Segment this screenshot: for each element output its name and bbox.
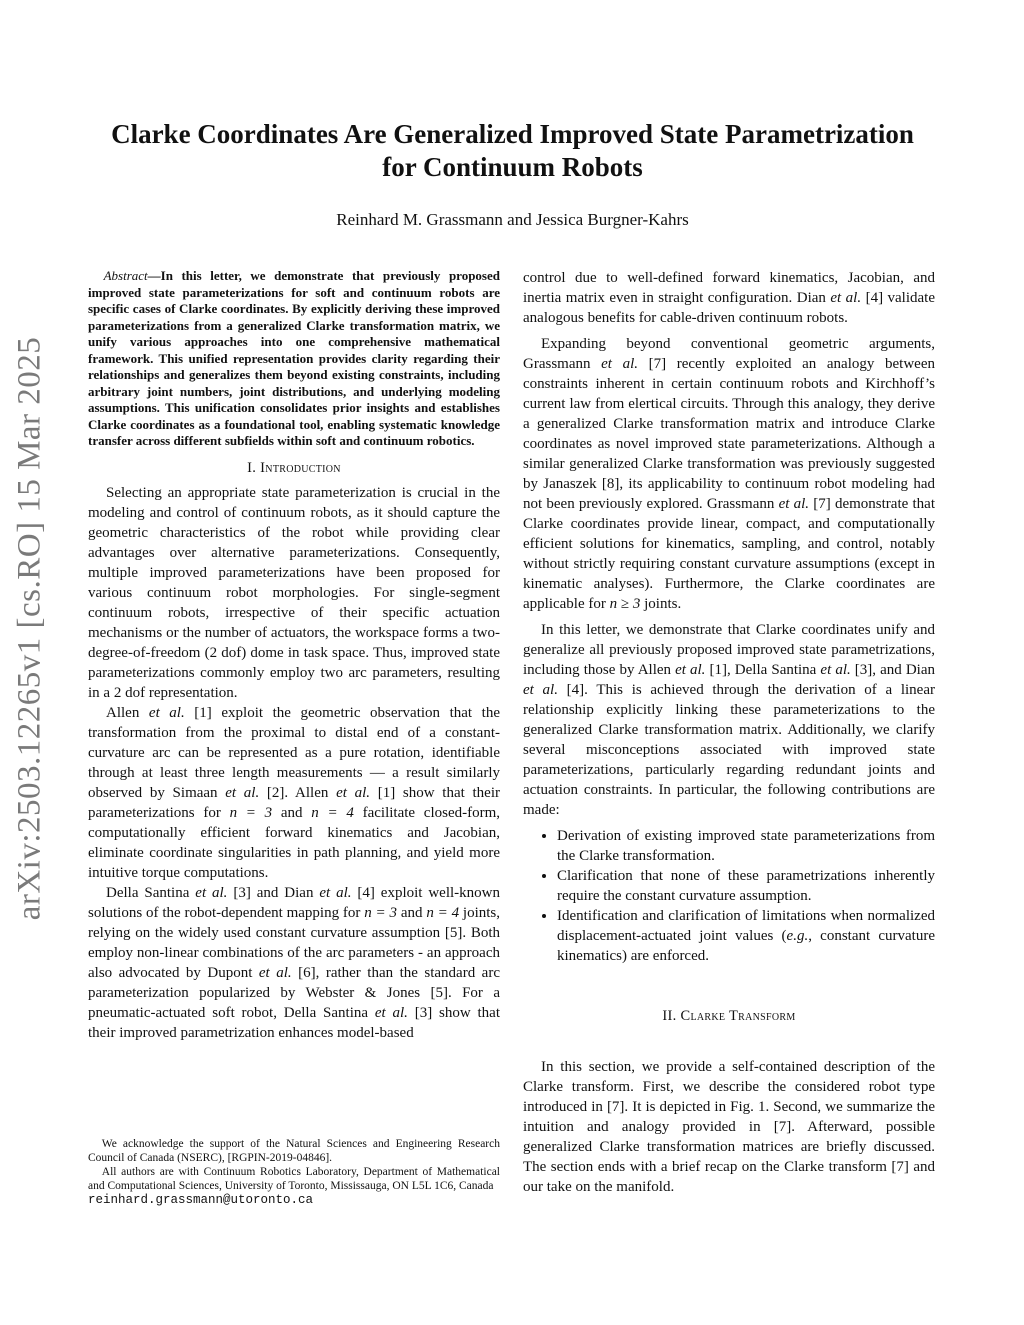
intro-paragraph-1 [88,483,500,703]
right-paragraph-1 [523,268,935,328]
et-al: et al. [675,662,706,678]
right-paragraph-2 [523,334,935,614]
section-heading-clarke-transform [523,1008,935,1025]
text-run: and [397,904,427,921]
text-run: [4] validate analogous benefits for cable-driven continuum robots. [523,290,935,326]
list-item: • Derivation of existing improved state parameterizations from the Clarke transformation. [557,826,935,866]
section-title: Clarke Transform [680,1008,796,1024]
list-item: • Clarification that none of these parametrizations inherently require the constant curvature assumption. [557,866,935,906]
authors: Reinhard M. Grassmann and Jessica Burgner-Kahrs [336,210,689,229]
et-al: et al. [374,1004,408,1021]
text-run: , constant curvature kinematics) are enforced. [557,928,935,964]
et-al: et al. [820,662,851,678]
text-run: joints. [640,596,682,612]
text-run: [1] exploit the geometric observation that the transformation from the proximal to distal end of a constant-curvature arc can be represented as a pure rotation, identifiable through at least three length measurements — a result similarly observed by Simaan [88,704,501,801]
text-run: [6], rather than the standard arc parameterization popularized by Webster & Jones [5]. For a pneumatic-actuated soft robot, Della Santina [88,964,500,1021]
abstract-dash: — [147,268,161,283]
abstract-label: Abstract [103,268,148,283]
text-run: representation. [145,684,238,701]
text-run: [3], and Dian [850,662,935,678]
text-run: [3] show that their improved parametrization enhances model-based [88,1004,501,1041]
math-n3: n = 3 [229,804,273,821]
text-run: [2]. Allen [259,784,337,801]
arxiv-identifier-text: arXiv:2503.12265v1 [cs.RO] 15 Mar 2025 [11,336,48,920]
text-run: Della Santina [106,884,196,901]
left-column [88,268,500,1043]
right-paragraph-3 [523,620,935,820]
abstract-paragraph [88,268,500,450]
math-n4: n = 4 [311,804,354,821]
math-n4: n = 4 [426,904,460,921]
text-run: [4] exploit well-known solutions of the robot-dependent mapping for [88,884,501,921]
et-al: et al. [523,682,558,698]
footnote-email-line [88,1193,500,1207]
title-line-1: Clarke Coordinates Are Generalized Improved State Parametrization [111,119,914,149]
text-run: [4]. This is achieved through the derivation of a linear relationship explicitly linking these parameterizations to the generalized Clarke transformation matrix. Additionally, we clarify several misconceptions associated with improved state parameterizations, particularly regarding redundant joints and actuation constraints. In particular, the following contributions are made: [523,682,935,818]
section-heading-introduction [88,460,500,477]
math-n-geq-3: n ≥ 3 [609,596,641,612]
text-run: [7] recently exploited an analogy between constraints inherent in certain continuum robots and Kirchhoff’s current law from elertical circuits. Through this analogy, they derive a generalized Clarke transformation matrix and introduce Clarke coordinates as novel improved state parameterizations. Although a similar generalized Clarke transformation was previously suggested by Janaszek [8], its applicability to continuum robot modeling had not been previously explored. Grassmann [523,356,935,512]
et-al: et al. [148,704,185,721]
eg-abbrev: e.g. [786,928,809,944]
paper-title [90,118,935,184]
intro-paragraph-3 [88,883,500,1043]
list-item [557,906,935,966]
math-dof: 2 dof [113,684,146,701]
text-run: Selecting an appropriate state parameterization is crucial in the modeling and control of continuum robots, as it should capture the geometric characteristics of the robot while providing clear advantages over alternative parameterizations. Consequently, multiple improved parameterizations have been proposed for various continuum robot morphologies. For single-segment continuum robots, irrespective of their specific actuation mechanisms or the number of actuators, the workspace forms a two-degree-of-freedom ( [88,484,500,661]
text-run: Identification and clarification of limitations when normalized displacement-actuated joint values ( [557,908,935,944]
et-al: et al. [778,496,810,512]
right-column [523,268,935,1197]
text-run: Allen [106,704,149,721]
title-line-2: for Continuum Robots [382,152,643,182]
footnote [88,1137,500,1207]
footnote-affiliation: All authors are with Continuum Robotics Laboratory, Department of Mathematical and Computational Sciences, University of Toronto, Mississauga, ON L5L 1C6, Canada [88,1166,500,1192]
section-number: I. [247,459,257,476]
et-al: et al. [830,290,862,306]
text-run: ) dome in task space. Thus, improved state parameterizations commonly employ two arc parameters, resulting in a [88,644,500,701]
text-run: [1], Della Santina [705,662,821,678]
text-run: control due to well-defined forward kinematics, Jacobian, and inertia matrix even in straight configuration. Dian [523,270,935,306]
et-al: et al. [319,884,352,901]
text-run: and [272,804,312,821]
text-run: [1] show that their parameterizations for [88,784,500,821]
arxiv-identifier-sidebar [4,288,56,968]
intro-paragraph-2 [88,703,500,883]
abstract-text: In this letter, we demonstrate that previously proposed improved state parameterizations for soft and continuum robots are specific cases of Clarke coordinates. By explicitly deriving these improved parameterizations from a generalized Clarke transformation matrix, we unify various approaches into one comprehensive mathematical framework. This unified representation provides clarity regarding their relationships and generalizes them beyond existing constraints, including arbitrary joint numbers, joint distributions, and underlying modeling assumptions. This unification consolidates prior insights and establishes Clarke coordinates as a foundational tool, enabling systematic knowledge transfer across different subfields within soft and continuum robotics. [88,268,500,448]
math-dof: 2 dof [209,644,242,661]
section-number: II. [662,1008,677,1024]
abstract [88,268,500,450]
footnote-email[interactable]: reinhard.grassmann@utoronto.ca [88,1193,314,1207]
et-al: et al. [195,884,228,901]
right-paragraph-4: In this section, we provide a self-contained description of the Clarke transform. First, we describe the considered robot type introduced in [7]. It is depicted in Fig. 1. Second, we summarize the intuition and analogy provided in [7]. Afterward, possible generalized Clarke transformation matrices are briefly discussed. The section ends with a brief recap on the Clarke transform [7] and our take on the manifold. [523,1059,935,1195]
section-title: Introduction [260,459,341,476]
text-run: [7] demonstrate that Clarke coordinates provide linear, compact, and computationally efficient solutions for kinematics, sampling, and control, notably without strictly requiring constant curvature assumptions (except in kinematic analyses). Furthermore, the Clarke coordinates are applicable for [523,496,935,612]
et-al: et al. [601,356,638,372]
text-run: [3] and Dian [227,884,320,901]
text-run: Expanding beyond conventional geometric arguments, Grassmann [523,336,935,372]
footnote-acknowledgment: We acknowledge the support of the Natural Sciences and Engineering Research Council of Canada (NSERC), [RGPIN-2019-04846]. [88,1138,500,1164]
contributions-list [523,826,935,966]
et-al: et al. [225,784,260,801]
et-al: et al. [258,964,292,981]
text-run: facilitate closed-form, computationally efficient forward kinematics and Jacobian, eliminate coordinate singularities in path planning, and yield more intuitive torque computations. [88,804,501,881]
et-al: et al. [336,784,371,801]
text-run: In this letter, we demonstrate that Clarke coordinates unify and generalize all previously proposed improved state parametrizations, including those by Allen [523,622,935,678]
text-run: joints, relying on the widely used constant curvature assumption [5]. Both employ non-linear combinations of the arc parameters - an approach also advocated by Dupont [88,904,501,981]
math-n3: n = 3 [364,904,397,921]
